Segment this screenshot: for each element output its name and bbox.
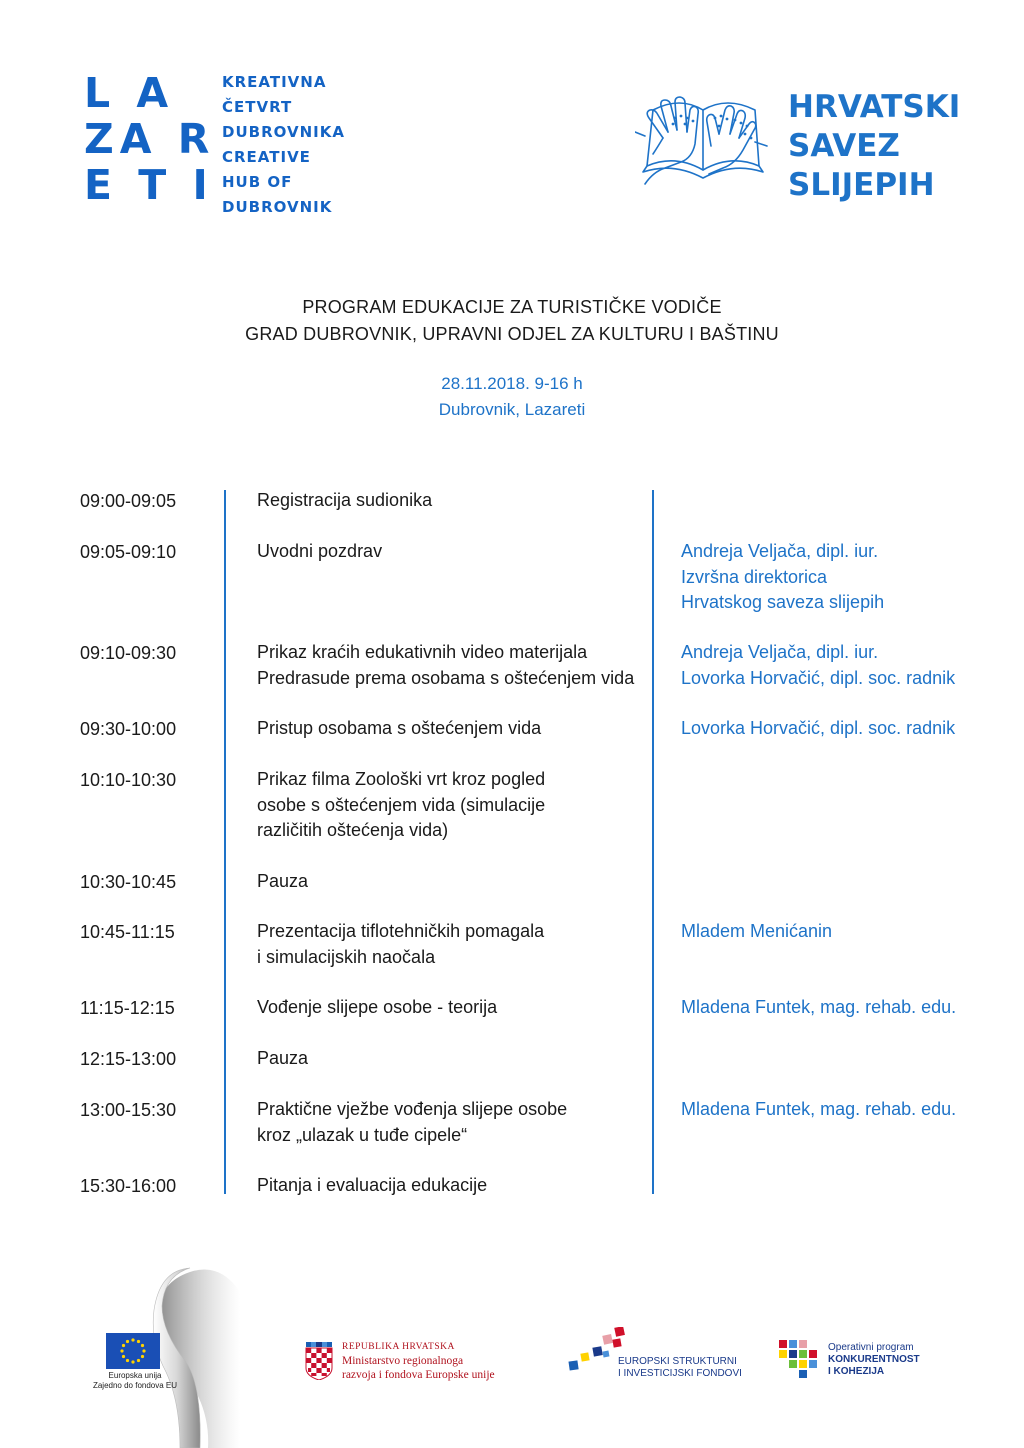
speaker-line: Mladena Funtek, mag. rehab. edu. (681, 997, 957, 1017)
schedule-speaker (681, 919, 832, 945)
hss-line: SLIJEPIH (788, 167, 935, 203)
ministry-logo-text (342, 1340, 495, 1382)
eu-caption-line: Europska unija (108, 1371, 162, 1380)
schedule-time: 09:05-09:10 (80, 542, 177, 562)
activity-line: Vođenje slijepe osobe - teorija (257, 997, 498, 1017)
schedule-activity (257, 1173, 487, 1199)
eu-caption-line: Zajedno do fondova EU (92, 1381, 178, 1390)
schedule-time: 09:00-09:05 (80, 491, 177, 511)
activity-line: Predrasude prema osobama s oštećenjem vida (257, 667, 635, 688)
speaker-line: Mladena Funtek, mag. rehab. edu. (681, 1099, 957, 1119)
hss-line: HRVATSKI (788, 89, 961, 125)
hss-line: SAVEZ (788, 128, 900, 164)
schedule-activity (257, 488, 432, 514)
lazareti-sub-line: HUB OF (222, 173, 293, 191)
ministry-line: REPUBLIKA HRVATSKA (342, 1342, 455, 1352)
column-divider-left (224, 490, 226, 1194)
event-date: 28.11.2018. 9-16 h (441, 374, 583, 393)
ministry-line: Ministarstvo regionalnoga (342, 1355, 464, 1367)
schedule-time: 09:30-10:00 (80, 719, 177, 739)
program-title: PROGRAM EDUKACIJE ZA TURISTIČKE VODIČE (302, 297, 722, 317)
lazareti-sub-line: KREATIVNA (222, 73, 327, 91)
schedule-activity (257, 716, 541, 742)
eu-flag-icon (106, 1333, 160, 1369)
activity-line: Pristup osobama s oštećenjem vida (257, 718, 542, 738)
event-location: Dubrovnik, Lazareti (438, 400, 586, 419)
speaker-line: Lovorka Horvačić, dipl. soc. radnik (681, 718, 956, 738)
ministry-line: razvoja i fondova Europske unije (342, 1369, 495, 1381)
schedule-time: 11:15-12:15 (80, 998, 175, 1018)
braille-book-icon (635, 88, 770, 193)
lazareti-row-1: L A (84, 69, 175, 117)
column-divider-right (652, 490, 654, 1194)
esi-line: EUROPSKI STRUKTURNI (618, 1356, 737, 1367)
speaker-line: Hrvatskog saveza slijepih (681, 592, 885, 612)
speaker-line: Andreja Veljača, dipl. iur. (681, 642, 879, 662)
eu-caption (80, 1371, 190, 1391)
op-competitiveness-logo-icon (779, 1340, 823, 1380)
page-curl-decoration (150, 1262, 240, 1448)
activity-line: i simulacijskih naočala (257, 946, 436, 967)
schedule-activity (257, 640, 634, 691)
schedule-speaker (681, 995, 956, 1021)
lazareti-sub-line: DUBROVNIKA (222, 123, 345, 141)
op-line: Operativni program (828, 1342, 914, 1353)
croatia-coat-of-arms-icon (304, 1342, 334, 1380)
schedule-time: 15:30-16:00 (80, 1176, 177, 1196)
lazareti-row-3: E T I (84, 161, 214, 209)
schedule-activity (257, 1046, 308, 1072)
lazareti-row-2: ZA R (84, 115, 216, 163)
op-line: I KOHEZIJA (828, 1366, 885, 1377)
schedule-time: 09:10-09:30 (80, 643, 177, 663)
schedule-time: 10:10-10:30 (80, 770, 177, 790)
esi-funds-text (618, 1356, 742, 1380)
lazareti-subtitle (222, 70, 345, 220)
lazareti-sub-line: ČETVRT (222, 98, 293, 116)
speaker-line: Mladem Menićanin (681, 921, 833, 941)
lazareti-sub-line: DUBROVNIK (222, 198, 333, 216)
activity-line: Praktične vježbe vođenja slijepe osobe (257, 1099, 568, 1119)
activity-line: Uvodni pozdrav (257, 541, 383, 561)
schedule-time: 13:00-15:30 (80, 1100, 177, 1120)
activity-line: kroz „ulazak u tuđe cipele“ (257, 1124, 468, 1145)
schedule-activity (257, 869, 308, 895)
lazareti-sub-line: CREATIVE (222, 148, 311, 166)
schedule-activity (257, 919, 544, 970)
schedule-activity (257, 539, 382, 565)
schedule-speaker (681, 1097, 956, 1123)
activity-line: Prikaz kraćih edukativnih video materijala (257, 642, 588, 662)
activity-line: različitih oštećenja vida) (257, 820, 449, 840)
op-line: KONKURENTNOST (828, 1354, 920, 1365)
esi-line: I INVESTICIJSKI FONDOVI (618, 1368, 742, 1379)
speaker-line: Izvršna direktorica (681, 566, 828, 587)
activity-line: Pitanja i evaluacija edukacije (257, 1175, 488, 1195)
schedule-activity (257, 767, 545, 844)
schedule-activity (257, 995, 497, 1021)
activity-line: Prezentacija tiflotehničkih pomagala (257, 921, 545, 941)
activity-line: Prikaz filma Zoološki vrt kroz pogled (257, 769, 546, 789)
activity-line: Pauza (257, 1048, 309, 1068)
hss-logo-text (788, 88, 960, 205)
schedule-speaker (681, 539, 884, 616)
activity-line: Registracija sudionika (257, 490, 433, 510)
schedule-time: 10:30-10:45 (80, 872, 177, 892)
program-organizer: GRAD DUBROVNIK, UPRAVNI ODJEL ZA KULTURU I BAŠTINU (245, 324, 779, 344)
schedule-time: 12:15-13:00 (80, 1049, 177, 1069)
schedule-activity (257, 1097, 567, 1148)
schedule-speaker (681, 716, 955, 742)
speaker-line: Andreja Veljača, dipl. iur. (681, 541, 879, 561)
op-text (828, 1342, 920, 1378)
schedule-time: 10:45-11:15 (80, 922, 175, 942)
activity-line: Pauza (257, 871, 309, 891)
schedule-speaker (681, 640, 955, 691)
speaker-line: Lovorka Horvačić, dipl. soc. radnik (681, 667, 956, 688)
activity-line: osobe s oštećenjem vida (simulacije (257, 794, 546, 815)
lazareti-logo (84, 70, 214, 208)
